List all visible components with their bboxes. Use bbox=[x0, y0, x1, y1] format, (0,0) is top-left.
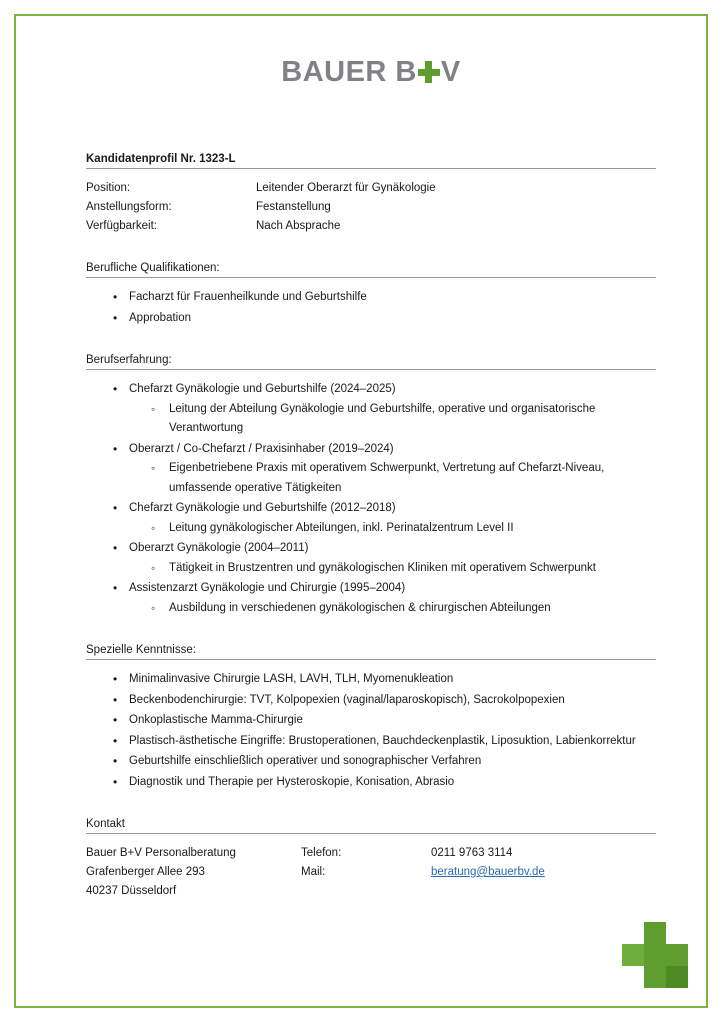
skills-list bbox=[86, 670, 656, 792]
list-item: ◦ Ausbildung in verschiedenen gynäkologischen & chirurgischen Abteilungen bbox=[129, 599, 656, 619]
list-item: • Approbation bbox=[86, 309, 656, 329]
list-item: • Plastisch-ästhetische Eingriffe: Brustoperationen, Bauchdeckenplastik, Liposuktion, Labienkorrektur bbox=[86, 732, 656, 752]
contact-labels bbox=[301, 844, 431, 901]
qualifications-list bbox=[86, 288, 656, 328]
logo-text-before: BAUER B bbox=[281, 56, 417, 88]
field-row-verfuegbarkeit bbox=[86, 217, 656, 236]
experience-details bbox=[129, 599, 656, 619]
field-label: Position: bbox=[86, 182, 131, 194]
page-title: Kandidatenprofil Nr. 1323-L bbox=[86, 153, 656, 169]
contact-street: Grafenberger Allee 293 bbox=[86, 866, 205, 878]
corner-cross-icon bbox=[622, 922, 688, 988]
experience-title: Chefarzt Gynäkologie und Geburtshilfe (2012–2018) bbox=[129, 502, 396, 514]
list-item: • Minimalinvasive Chirurgie LASH, LAVH, TLH, Myomenukleation bbox=[86, 670, 656, 690]
mail-label: Mail: bbox=[301, 866, 326, 878]
company-logo bbox=[86, 58, 656, 87]
field-value: Nach Absprache bbox=[256, 220, 341, 232]
list-item: • Facharzt für Frauenheilkunde und Geburtshilfe bbox=[86, 288, 656, 308]
section-heading: Spezielle Kenntnisse: bbox=[86, 644, 656, 660]
section-qualifications bbox=[86, 262, 656, 328]
contact-values bbox=[431, 844, 656, 901]
section-heading: Berufserfahrung: bbox=[86, 354, 656, 370]
field-value: Leitender Oberarzt für Gynäkologie bbox=[256, 182, 436, 194]
field-row-anstellungsform bbox=[86, 198, 656, 217]
experience-details bbox=[129, 400, 656, 439]
contact-details bbox=[86, 844, 656, 901]
experience-details bbox=[129, 519, 656, 539]
section-heading: Berufliche Qualifikationen: bbox=[86, 262, 656, 278]
list-item: ◦ Tätigkeit in Brustzentren und gynäkologischen Kliniken mit operativem Schwerpunkt bbox=[129, 559, 656, 579]
experience-list bbox=[86, 380, 656, 618]
field-label: Verfügbarkeit: bbox=[86, 220, 157, 232]
experience-title: Assistenzarzt Gynäkologie und Chirurgie (1995–2004) bbox=[129, 582, 406, 594]
section-heading: Kontakt bbox=[86, 818, 656, 834]
list-item: • Geburtshilfe einschließlich operativer und sonographischer Verfahren bbox=[86, 752, 656, 772]
section-contact bbox=[86, 818, 656, 901]
list-item bbox=[86, 380, 656, 439]
experience-title: Oberarzt / Co-Chefarzt / Praxisinhaber (2019–2024) bbox=[129, 442, 394, 455]
phone-value: 0211 9763 3114 bbox=[431, 847, 513, 859]
document-page bbox=[14, 14, 708, 1008]
email-link[interactable]: beratung@bauerbv.de bbox=[431, 866, 545, 878]
experience-title: Oberarzt Gynäkologie (2004–2011) bbox=[129, 542, 309, 554]
field-label: Anstellungsform: bbox=[86, 201, 172, 213]
list-item: • Beckenbodenchirurgie: TVT, Kolpopexien (vaginal/laparoskopisch), Sacrokolpopexien bbox=[86, 691, 656, 711]
contact-company: Bauer B+V Personalberatung bbox=[86, 847, 236, 859]
list-item bbox=[86, 579, 656, 618]
plus-cross-icon bbox=[418, 61, 440, 83]
list-item: • Onkoplastische Mamma-Chirurgie bbox=[86, 711, 656, 731]
section-skills bbox=[86, 644, 656, 792]
list-item: • Diagnostik und Therapie per Hysteroskopie, Konisation, Abrasio bbox=[86, 773, 656, 793]
list-item bbox=[86, 539, 656, 578]
experience-details bbox=[129, 459, 656, 498]
contact-city: 40237 Düsseldorf bbox=[86, 885, 177, 897]
list-item: ◦ Eigenbetriebene Praxis mit operativem Schwerpunkt, Vertretung auf Chefarzt-Niveau, umfassende operative Tätigkeiten bbox=[129, 459, 656, 498]
logo-text bbox=[281, 58, 460, 87]
phone-label: Telefon: bbox=[301, 847, 342, 859]
list-item bbox=[86, 499, 656, 538]
experience-details bbox=[129, 559, 656, 579]
list-item: ◦ Leitung gynäkologischer Abteilungen, inkl. Perinatalzentrum Level II bbox=[129, 519, 656, 539]
field-value: Festanstellung bbox=[256, 201, 331, 213]
field-row-position bbox=[86, 179, 656, 198]
list-item bbox=[86, 440, 656, 499]
logo-text-after: V bbox=[440, 56, 461, 88]
list-item: ◦ Leitung der Abteilung Gynäkologie und Geburtshilfe, operative und organisatorische Verantwortung bbox=[129, 400, 656, 439]
section-experience bbox=[86, 354, 656, 618]
contact-address bbox=[86, 844, 301, 901]
experience-title: Chefarzt Gynäkologie und Geburtshilfe (2024–2025) bbox=[129, 383, 396, 395]
